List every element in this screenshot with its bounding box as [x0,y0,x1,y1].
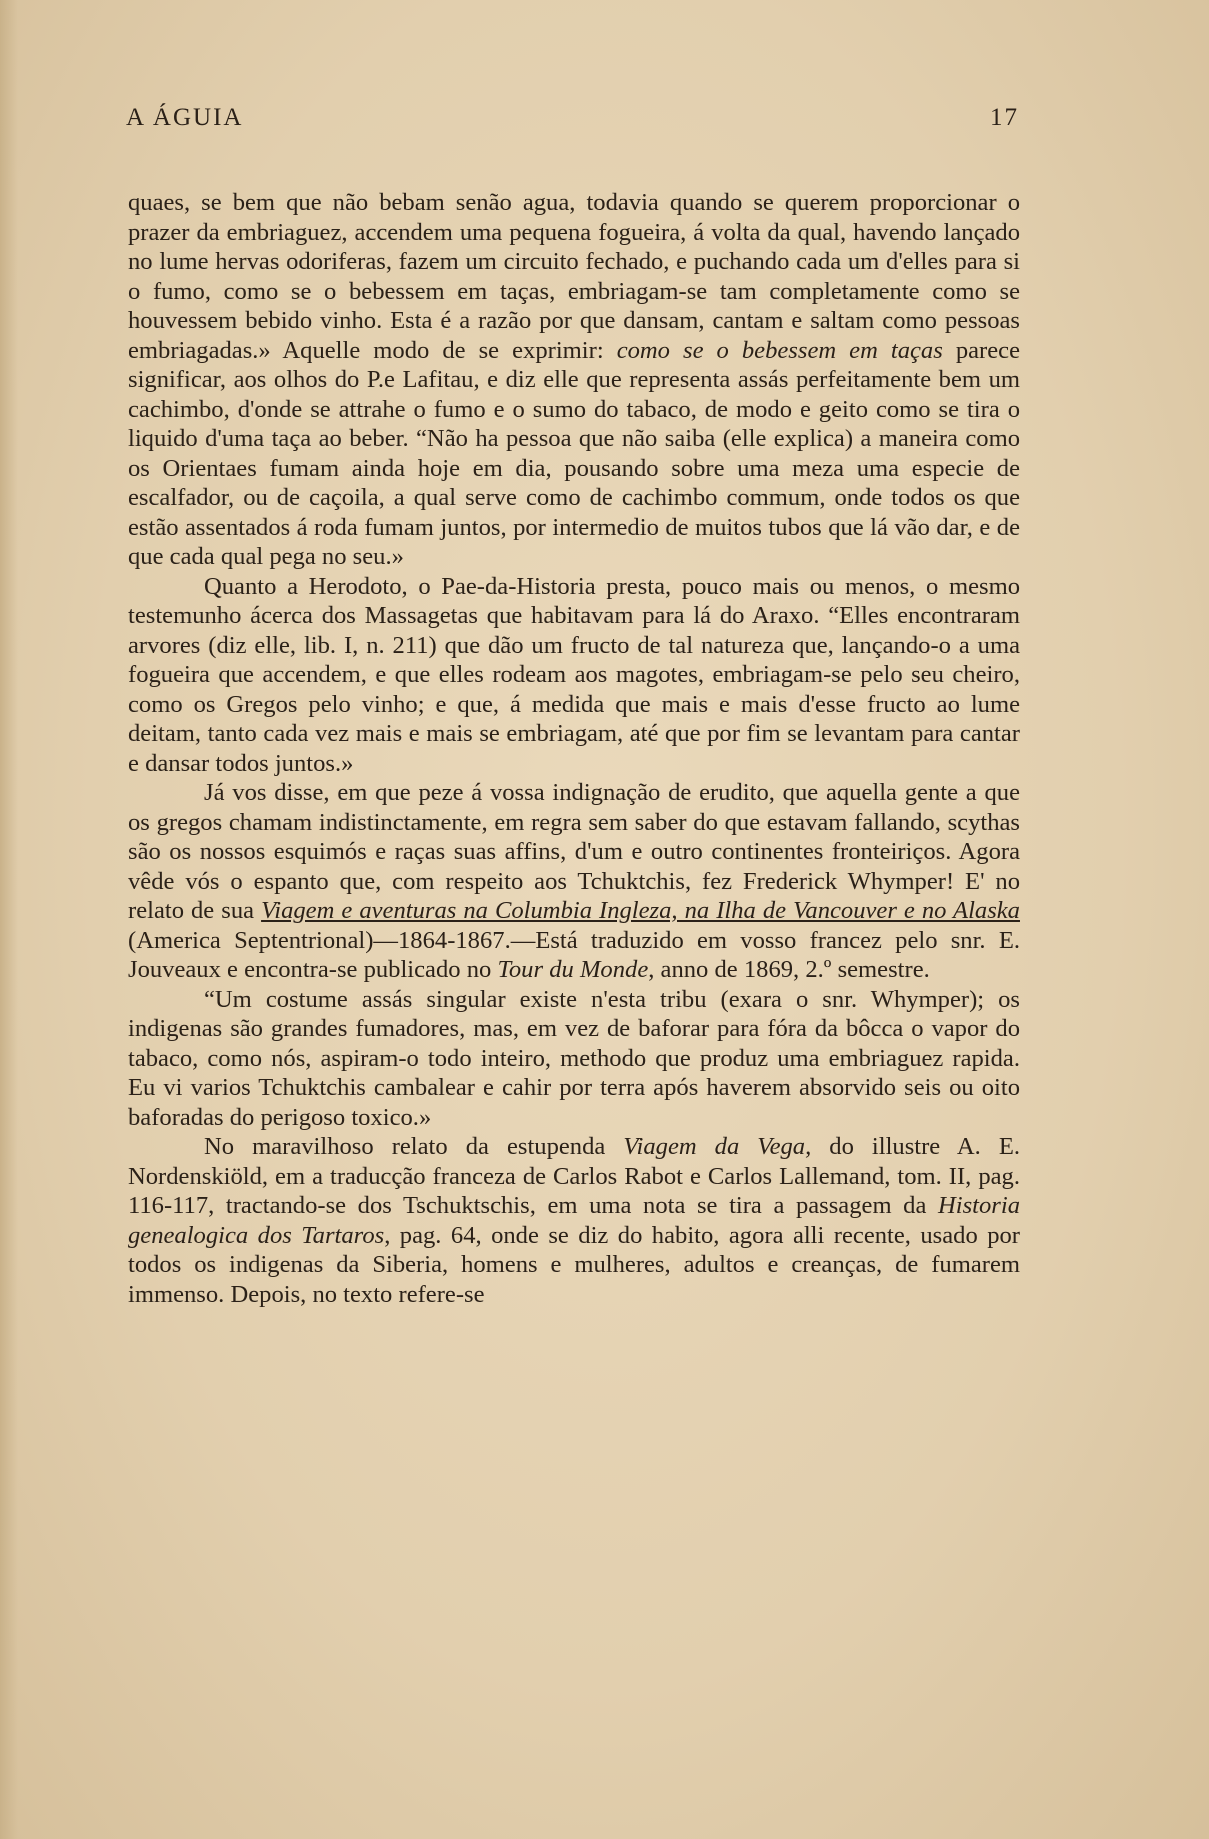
text-run: do illustre A. E. Nordenskiöld, em a traducção franceza de Carlos Rabot e Carlos Lallemand, tom. II, pag. 116-117, tractando-se dos Tschuktschis, em uma nota se tira a passagem da [128,1133,1020,1219]
paragraph [128,572,1020,779]
paragraph [128,985,1020,1133]
italic-title: Tour du Monde [497,956,649,983]
text-run: , pag. 64, onde se diz do habito, agora alli recente, usado por todos os indigenas da Siberia, homens e mulheres, adultos e creanças, de fumarem immenso. Depois, no texto refere-se [128,1221,1020,1308]
journal-title: A ÁGUIA [126,104,244,131]
italic-title: Viagem e aventuras na Columbia Ingleza, na Ilha de Vancouver e no Alaska [261,897,1020,924]
text-run: Quanto a Herodoto, o Pae-da-Historia presta, pouco mais ou menos, o mesmo testemunho ácerca dos Massagetas que habitavam para lá do Araxo. “Elles encontraram arvores (diz elle, lib. I, n. 211) que dão um fructo de tal natureza que, lançando-o a uma fogueira que accendem, e que elles rodeam aos magotes, embriagam-se pelo seu cheiro, como os Gregos pelo vinho; e que, á medida que mais e mais d'esse fructo ao lume deitam, tanto cada vez mais e mais se embriagam, até que por fim se levantam para cantar e dansar todos juntos.» [128,572,1020,777]
paragraph [128,188,1020,572]
paragraph [128,778,1020,985]
page-number: 17 [990,104,1019,131]
paragraph [128,1132,1020,1309]
text-run: quaes, se bem que não bebam senão agua, todavia quando se querem proporcionar o prazer da embriaguez, accendem uma pequena fogueira, á volta da qual, havendo lançado no lume hervas odoriferas, fazem um circuito fechado, e puchando cada um d'elles para si o fumo, como se o bebessem em taças, embriagam-se tam completamente como se houvessem bebido vinho. Esta é a razão por que dansam, cantam e saltam como pessoas embriagadas.» Aquelle modo de se exprimir: [128,189,1020,364]
text-run: Já vos disse, em que peze á vossa indignação de erudito, que aquella gente a que os gregos chamam indistinctamente, em regra sem saber do que estavam fallando, scythas são os nossos esquimós e raças suas affins, d'um e outro continentes fronteiriços. Agora vêde vós o espanto que, com respeito aos Tchuktchis, fez Frederick Whymper! E' no relato de sua [128,779,1020,924]
text-run: , anno de 1869, 2.º semestre. [648,956,930,983]
running-head [126,104,1019,140]
italic-title: Historia genealogica dos Tartaros [128,1192,1020,1249]
italic-title: Viagem da Vega, [623,1133,812,1160]
italic-title: como se o bebessem em taças [616,336,943,364]
text-run: (America Septentrional)—1864-1867.—Está traduzido em vosso francez pelo snr. E. Jouveaux e encontra-se publicado no [128,926,1020,983]
text-run: parece significar, aos olhos do P.e Lafitau, e diz elle que representa assás perfeitamente bem um cachimbo, d'onde se attrahe o fumo e o sumo do tabaco, de modo e geito como se tira o liquido d'uma taça ao beber. “Não ha pessoa que não saiba (elle explica) a maneira como os Orientaes fumam ainda hoje em dia, pousando sobre uma meza uma especie de escalfador, ou de caçoila, a qual serve como de cachimbo commum, onde todos os que estão assentados á roda fumam juntos, por intermedio de muitos tubos que lá vão dar, e de que cada qual pega no seu.» [128,336,1020,570]
text-run: No maravilhoso relato da estupenda [204,1133,624,1160]
text-run: “Um costume assás singular existe n'esta tribu (exara o snr. Whymper); os indigenas são grandes fumadores, mas, em vez de baforar para fóra da bôcca o vapor do tabaco, como nós, aspiram-o todo inteiro, methodo que produz uma embriaguez rapida. Eu vi varios Tchuktchis cambalear e cahir por terra após haverem absorvido seis ou oito baforadas do perigoso toxico.» [128,985,1020,1131]
body-text [128,188,1020,1309]
